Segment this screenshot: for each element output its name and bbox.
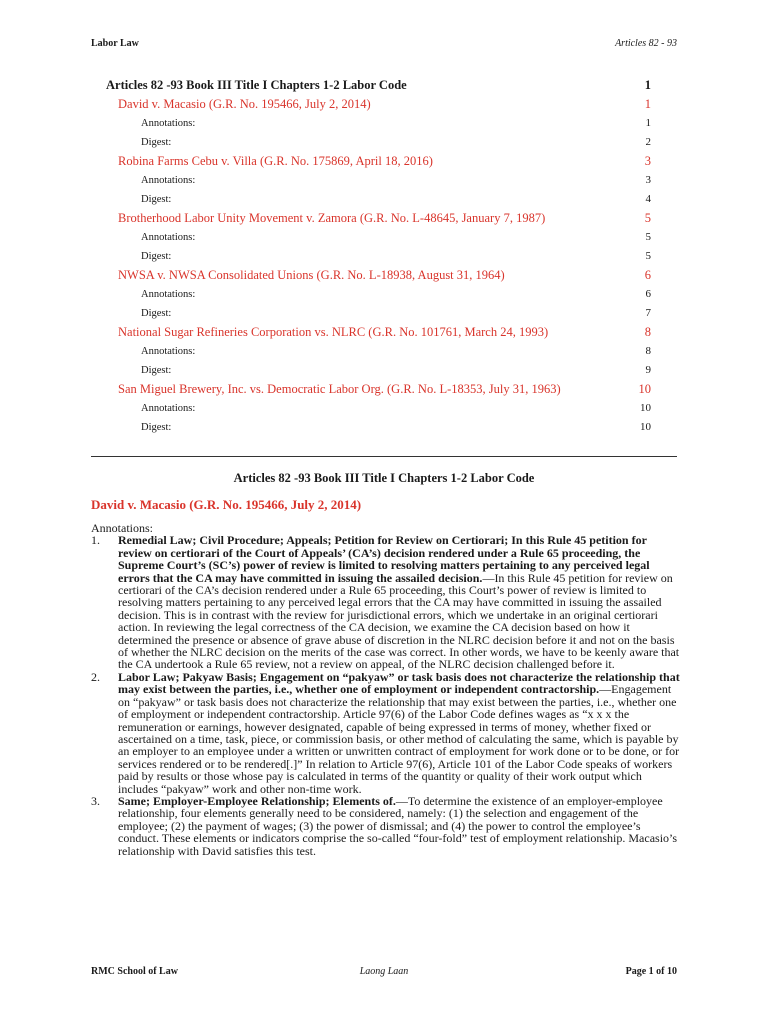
- toc-digest-row[interactable]: [91, 190, 677, 209]
- toc-annotations-label: Annotations:: [141, 346, 196, 357]
- toc-digest-row[interactable]: [91, 304, 677, 323]
- toc-case-row[interactable]: [91, 95, 677, 114]
- toc-case-list: [91, 95, 677, 437]
- annotation-item: [91, 534, 681, 670]
- toc-digest-page: 7: [645, 307, 651, 319]
- toc-annotations-row[interactable]: [91, 285, 677, 304]
- toc-case-title: San Miguel Brewery, Inc. vs. Democratic Labor Org. (G.R. No. L-18353, July 31, 1963): [118, 382, 561, 396]
- toc-case-page: 8: [644, 325, 651, 339]
- toc-case-title: Brotherhood Labor Unity Movement v. Zamora (G.R. No. L-48645, January 7, 1987): [118, 211, 546, 225]
- header-articles: Articles 82 - 93: [615, 38, 677, 49]
- toc-digest-page: 5: [645, 250, 651, 262]
- toc-case-page: 5: [644, 211, 651, 225]
- toc-case-page: 10: [638, 382, 651, 396]
- page-footer: [91, 966, 677, 980]
- annotation-syllabus: Same; Employer-Employee Relationship; Elements of.: [118, 793, 396, 808]
- case-title: David v. Macasio (G.R. No. 195466, July 2, 2014): [91, 497, 362, 512]
- toc-case-row[interactable]: [91, 323, 677, 342]
- toc-annotations-row[interactable]: [91, 342, 677, 361]
- toc-digest-label: Digest:: [141, 194, 172, 205]
- footer-page-number: Page 1 of 10: [625, 966, 677, 977]
- section-divider: [91, 456, 677, 457]
- toc-digest-row[interactable]: [91, 247, 677, 266]
- annotation-text: —In this Rule 45 petition for review on certiorari of the CA’s decision rendered under a Rule 65 proceeding, this Court’s power of review is limited to resolving matters pertaining to any perceived legal errors that the CA may have committed in issuing the assailed decision. This is in contrast with the review for jurisdictional errors, which we undertake in an original certiorari action. In reviewing the legal correctness of the CA decision, we examine the CA decision based on how it determined the presence or absence of grave abuse of discretion in the NLRC decision before it and not on the basis of whether the NLRC decision on the merits of the case was correct. In other words, we have to be keenly aware that the CA undertook a Rule 65 review, not a review on appeal, of the NLRC decision challenged before it.: [118, 570, 680, 672]
- toc-case-title: NWSA v. NWSA Consolidated Unions (G.R. No. L-18938, August 31, 1964): [118, 268, 505, 282]
- toc-case-row[interactable]: [91, 209, 677, 228]
- toc-case-title: Robina Farms Cebu v. Villa (G.R. No. 175869, April 18, 2016): [118, 154, 433, 168]
- toc-annotations-page: 6: [645, 288, 651, 300]
- annotation-number: 2.: [91, 669, 100, 684]
- toc-case-row[interactable]: [91, 266, 677, 285]
- toc-digest-page: 10: [640, 421, 651, 433]
- annotations-section: [91, 522, 681, 857]
- header-subject: Labor Law: [91, 38, 139, 49]
- toc-annotations-row[interactable]: [91, 171, 677, 190]
- toc-annotations-page: 5: [645, 231, 651, 243]
- toc-annotations-page: 8: [645, 345, 651, 357]
- toc-digest-label: Digest:: [141, 137, 172, 148]
- toc-case-title: David v. Macasio (G.R. No. 195466, July 2, 2014): [118, 97, 371, 111]
- annotation-text: —Engagement on “pakyaw” or task basis does not characterize the relationship that may exist between the parties, i.e., whether one of employment or independent contractorship. Article 97(6) of the Labor Code defines wages as “x x x the remuneration or earnings, however designated, capable of being expressed in terms of money, whether fixed or ascertained on a time, task, piece, or commission basis, or other method of calculating the same, which is payable by an employer to an employee under a written or unwritten contract of employment for work done or to be done, or for services rendered or to be rendered[.]” In relation to Article 97(6), Article 101 of the Labor Code speaks of workers paid by results or those whose pay is calculated in terms of the quantity or quality of their work output which includes “pakyaw” work and other non-time work.: [118, 682, 680, 796]
- annotation-syllabus: Remedial Law; Civil Procedure; Appeals; Petition for Review on Certiorari; In this Rule 45 petition for review on certiorari of the Court of Appeals’ (CA’s) decision rendered under a Rule 65 proceeding, the Supreme Court’s (SC’s) power of review is limited to resolving matters pertaining to any perceived legal errors that the CA may have committed in issuing the assailed decision.: [118, 533, 650, 585]
- toc-annotations-label: Annotations:: [141, 403, 196, 414]
- toc-case-title: National Sugar Refineries Corporation vs. NLRC (G.R. No. 101761, March 24, 1993): [118, 325, 549, 339]
- toc-title-page: 1: [644, 78, 651, 92]
- annotations-list: [91, 534, 681, 857]
- toc-digest-label: Digest:: [141, 422, 172, 433]
- table-of-contents: [91, 76, 677, 437]
- section-title: Articles 82 -93 Book III Title I Chapters 1-2 Labor Code: [233, 471, 535, 485]
- toc-annotations-label: Annotations:: [141, 232, 196, 243]
- toc-digest-row[interactable]: [91, 133, 677, 152]
- annotation-item: [91, 795, 681, 857]
- toc-digest-label: Digest:: [141, 365, 172, 376]
- annotation-number: 3.: [91, 793, 100, 808]
- toc-case-page: 6: [644, 268, 651, 282]
- toc-digest-page: 2: [645, 136, 651, 148]
- toc-digest-label: Digest:: [141, 308, 172, 319]
- toc-annotations-page: 3: [645, 174, 651, 186]
- toc-annotations-label: Annotations:: [141, 118, 196, 129]
- annotations-label: Annotations:: [91, 521, 153, 535]
- toc-title: Articles 82 -93 Book III Title I Chapters 1-2 Labor Code: [106, 78, 407, 92]
- toc-title-row[interactable]: [91, 76, 677, 95]
- toc-digest-label: Digest:: [141, 251, 172, 262]
- toc-annotations-page: 1: [645, 117, 651, 129]
- toc-annotations-row[interactable]: [91, 228, 677, 247]
- toc-digest-row[interactable]: [91, 418, 677, 437]
- toc-annotations-label: Annotations:: [141, 289, 196, 300]
- toc-digest-row[interactable]: [91, 361, 677, 380]
- toc-digest-page: 4: [645, 193, 651, 205]
- footer-school: RMC School of Law: [91, 966, 178, 977]
- toc-case-page: 3: [644, 154, 651, 168]
- toc-case-row[interactable]: [91, 380, 677, 399]
- toc-case-row[interactable]: [91, 152, 677, 171]
- annotation-text: —To determine the existence of an employer-employee relationship, four elements generally need to be considered, namely: (1) the selection and engagement of the employee; (2) the payment of wages; (3) the power of dismissal; and (4) the power to control the employee’s conduct. These elements or indicators comprise the so-called “four-fold” test of employment relationship. Macasio’s relationship with David satisfies this test.: [118, 793, 678, 858]
- toc-annotations-row[interactable]: [91, 114, 677, 133]
- toc-annotations-row[interactable]: [91, 399, 677, 418]
- annotation-number: 1.: [91, 533, 100, 548]
- page-header: [91, 38, 677, 52]
- toc-annotations-label: Annotations:: [141, 175, 196, 186]
- toc-case-page: 1: [644, 97, 651, 111]
- footer-motto: Laong Laan: [359, 966, 409, 977]
- annotation-item: [91, 671, 681, 795]
- toc-annotations-page: 10: [640, 402, 651, 414]
- annotation-syllabus: Labor Law; Pakyaw Basis; Engagement on “pakyaw” or task basis does not characterize the relationship that may exist between the parties, i.e., whether one of employment or independent contractorship.: [118, 669, 680, 697]
- toc-digest-page: 9: [645, 364, 651, 376]
